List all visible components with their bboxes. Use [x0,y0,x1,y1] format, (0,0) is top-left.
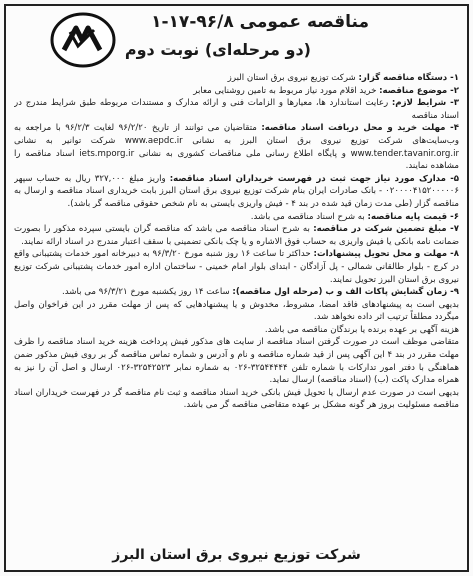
section-2 [14,85,459,98]
section-6 [14,211,459,224]
notice-subtitle: (دو مرحله‌ای) نوبت دوم [124,40,311,59]
notice-title: مناقصه عمومی ۹۶/۸-۱۷-۱ [151,12,369,32]
note-1: بدیهی است به پیشنهادهای فاقد امضا، مشروط، مخدوش و یا پیشنهادهایی که پس از مهلت مقرر در این فراخوان واصل میگردد مطلقاً ترتیب اثر داده نخواهد شد. [14,299,459,323]
section-3 [14,97,459,122]
section-9-label: ۹- زمان گشایش پاکات الف و ب (مرحله اول مناقصه): [232,287,459,298]
section-5 [14,173,459,211]
section-8-text: حداکثر تا ساعت ۱۶ روز شنبه مورخ ۹۶/۳/۲۰ به دبیرخانه امور خدمات پشتیبانی واقع در کرج - بلوار طالقانی شمالی - پل آزادگان - ابتدای بلوار امام خمینی - ساختمان اداره امور خدمات پشتیبانی شرکت توزیع نیروی برق استان البرز تحویل نمایند. [14,249,459,285]
note-4: بدیهی است در صورت عدم ارسال یا تحویل فیش بانکی خرید اسناد مناقصه و ثبت نام مناقصه گر در فهرست خریداران اسناد مناقصه مسئولیت بروز هر گونه مشکل بر عهده متقاضی مناقصه گر می باشد. [14,387,459,411]
section-9-text: ساعت ۱۴ روز یکشنبه مورخ ۹۶/۳/۲۱ می باشد. [62,287,230,298]
section-6-label: ۶- قیمت پایه مناقصه: [367,211,459,222]
section-3-label: ۳- شرایط لازم: [391,98,459,109]
footer-company: شرکت توزیع نیروی برق استان البرز [112,547,361,563]
note-2: هزینه آگهی بر عهده برنده یا برندگان مناقصه می باشد. [264,324,459,335]
aepdc-link[interactable]: www.aepdc.ir [124,135,183,146]
section-4-text-b: شرکت توانیر به نشانی [14,135,116,146]
section-1 [14,72,459,85]
tavanir-link[interactable]: www.tender.tavanir.org.ir [350,148,459,159]
section-7 [14,223,459,248]
section-8-label: ۸- مهلت و محل تحویل پیشنهادات: [313,249,459,260]
section-4-text-a: متقاضیان می توانند از تاریخ ۹۶/۲/۲۰ لغایت ۹۶/۲/۳ با مراجعه به وب‌سایت‌های شرکت توزیع نیروی برق استان البرز به نشانی [14,123,459,146]
section-2-label: ۲- موضوع مناقصه: [379,85,459,96]
section-2-text: خرید اقلام مورد نیاز مربوط به تامین روشنایی معابر [193,85,377,96]
section-6-text: به شرح اسناد مناقصه می باشد. [250,211,365,222]
section-1-label: ۱- دستگاه مناقصه گزار: [358,73,459,83]
company-logo-icon [48,10,118,70]
section-3-text: رعایت استاندارد ها، معیارها و الزامات فنی و ارائه مدارک و مستندات مربوطه طبق شرایط مندرج در اسناد مناقصه [14,98,459,121]
section-4-text-d: اسناد مناقصه را مشاهده نمایند. [14,148,459,172]
section-5-label: ۵- مدارک مورد نیاز جهت ثبت در فهرست خریداران اسناد مناقصه: [169,173,459,184]
section-4-text-c: و پایگاه اطلاع رسانی ملی مناقصات کشوری به نشانی [138,148,346,159]
section-9 [14,286,459,299]
section-4-label: ۴- مهلت خرید و محل دریافت اسناد مناقصه: [261,123,459,134]
iets-link[interactable]: iets.mporg.ir [79,148,135,159]
section-7-text: به شرح اسناد مناقصه می باشد که مناقصه گران بایستی سپرده مذکور را بصورت ضمانت نامه بانکی یا فیش واریزی به حساب فوق الاشاره و یا چک بانکی تضمینی با سقف اعتبار مندرج در اسناد ارائه نمایند. [14,224,459,247]
notice-header [12,10,461,70]
section-5-text: واریز مبلغ ۳۲۷,۰۰۰ ریال به حساب سپهر ۰۲۰۰۰۰۴۱۵۲۰۰۰۰۰۶ - بانک صادرات ایران بنام شرکت توزیع نیروی برق استان البرز بابت خریداری اسناد مناقصه و ارسال به مناقصه گزار (طی مدت زمان قید شده در بند ۴ - فیش واریزی بایستی به نام شخص حقوقی مناقصه گر باشد). [14,173,459,209]
tender-notice [4,4,469,572]
section-7-label: ۷- مبلغ تضمین شرکت در مناقصه: [313,224,459,235]
section-8 [14,248,459,286]
section-1-text: شرکت توزیع نیروی برق استان البرز [227,73,356,83]
section-4 [14,122,459,172]
notice-body [14,72,459,542]
note-3: متقاضی موظف است در صورت گرفتن اسناد مناقصه از سایت های مذکور فیش پرداخت هزینه خرید اسناد مناقصه را ظرف مهلت مقرر در بند ۴ این آگهی پس از قید شماره مناقصه و نام و آدرس و شماره تماس مناقصه گر بر روی فیش مذکور ضمن هماهنگی با دفتر امور تدارکات با شماره تلفن ۳۲۵۴۴۴۴۴-۰۲۶ به شماره نمابر ۳۲۵۴۲۵۲۳-۰۲۶ ارسال و اصل آن را نیز به همراه مدارک پاکت (ب) (اسناد مناقصه) ارسال نماید. [14,337,459,386]
